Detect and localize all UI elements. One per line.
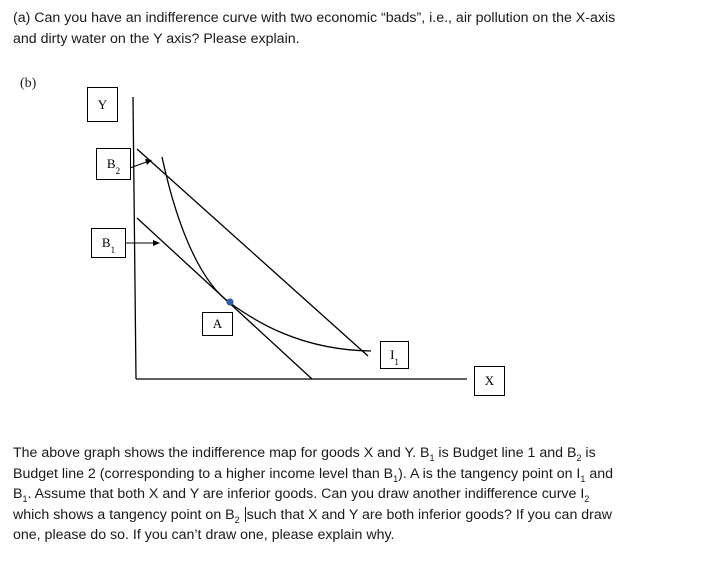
question-b-line-1: The above graph shows the indifference map for goods X and Y. $B_1$ is Budget line 1 and $B_2$ is [13,445,596,463]
y-axis [133,97,136,379]
tangency-point-a [227,299,233,305]
question-b [13,443,613,546]
indifference-label: $I_1$ [390,347,399,367]
question-a-line-2: and dirty water on the Y axis? Please explain. [13,30,300,47]
text-cursor [245,507,246,522]
arrow-b1-head [153,240,160,246]
budget-line-1-label-box [91,228,126,258]
question-b-line-5: one, please do so. If you can’t draw one, please explain why. [13,527,395,543]
budget-line-1-label: $B_1$ [101,235,116,255]
tangency-label: A [212,316,223,331]
x-axis-label: X [484,373,495,388]
tangency-label-box [202,312,233,336]
budget-line-2-label-box [96,148,131,180]
indifference-curve-i1 [162,157,371,351]
x-axis-label-box [474,366,505,396]
indifference-label-box [380,341,409,369]
question-b-line-3: $B_1$. Assume that both X and Y are inferior goods. Can you draw another indifference curve $I_2$ [13,486,590,504]
question-b-line-4: which shows a tangency point on $B_2$ such that X and Y are both inferior goods? If you can draw [13,506,613,525]
y-axis-label: Y [97,96,108,112]
part-b-label: (b) [20,76,37,91]
question-a-line-1: (a) Can you have an indifference curve with two economic “bads”, i.e., air pollution on the X-axis [13,10,616,26]
question-b-line-2: Budget line 2 (corresponding to a higher income level than $B_1$). A is the tangency point on $I_1$ and [13,465,614,484]
y-axis-label-box [87,87,118,122]
budget-line-2-label: $B_2$ [106,156,121,176]
